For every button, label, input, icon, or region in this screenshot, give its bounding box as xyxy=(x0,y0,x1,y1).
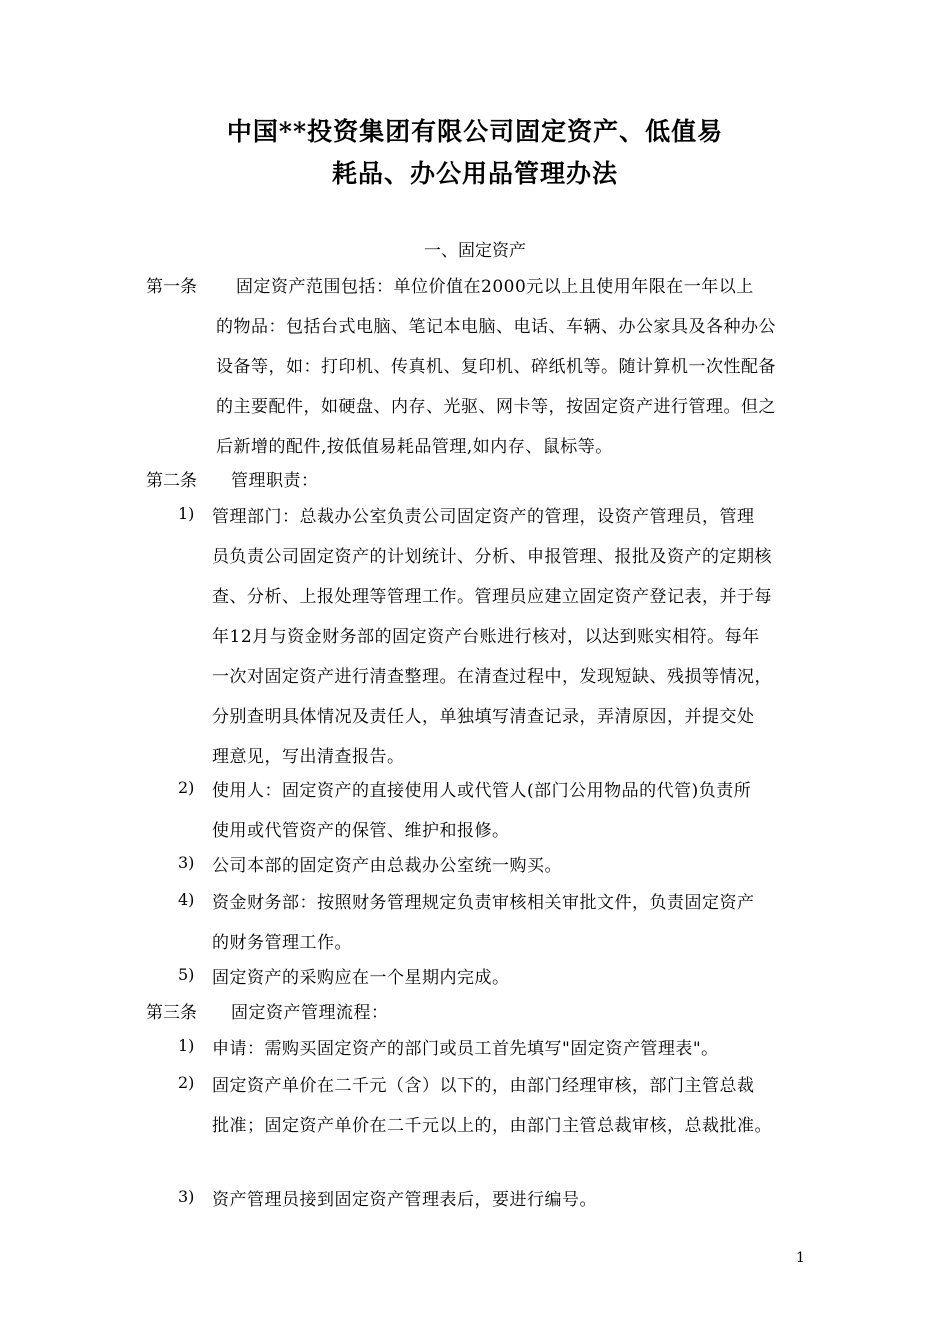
section-heading: 一、固定资产 xyxy=(424,241,526,261)
article-1-line: 的主要配件，如硬盘、内存、光驱、网卡等，按固定资产进行管理。但之 xyxy=(216,397,776,417)
article-3-item-1-line: 申请：需购买固定资产的部门或员工首先填写"固定资产管理表"。 xyxy=(212,1039,719,1059)
item-number: 1) xyxy=(178,504,195,523)
article-2-item-1-line: 分别查明具体情况及责任人，单独填写清查记录，弄清原因，并提交处 xyxy=(212,707,755,727)
article-2-item-2-line: 使用人：固定资产的直接使用人或代管人(部门公用物品的代管)负责所 xyxy=(212,781,752,801)
article-3-item-2-line: 批准；固定资产单价在二千元以上的，由部门主管总裁审核，总裁批准。 xyxy=(212,1116,772,1136)
article-2-item-1-line: 年12月与资金财务部的固定资产台账进行核对，以达到账实相符。每年 xyxy=(212,627,760,647)
article-2-item-1-line: 管理部门：总裁办公室负责公司固定资产的管理，设资产管理员，管理 xyxy=(212,507,755,527)
item-number: 3) xyxy=(178,853,195,872)
article-1-line: 的物品：包括台式电脑、笔记本电脑、电话、车辆、办公家具及各种办公 xyxy=(216,317,776,337)
item-number: 2) xyxy=(178,1073,195,1092)
article-2-item-1-line: 理意见，写出清查报告。 xyxy=(212,747,405,767)
article-2-heading: 管理职责： xyxy=(231,471,319,491)
article-2-item-1-line: 员负责公司固定资产的计划统计、分析、申报管理、报批及资产的定期核 xyxy=(212,547,772,567)
article-1-line: 后新增的配件,按低值易耗品管理,如内存、鼠标等。 xyxy=(216,437,613,457)
article-2-item-2-line: 使用或代管资产的保管、维护和报修。 xyxy=(212,821,510,841)
article-1-label: 第一条 xyxy=(146,277,197,297)
article-2-item-5-line: 固定资产的采购应在一个星期内完成。 xyxy=(212,968,510,988)
article-2-label: 第二条 xyxy=(146,471,197,491)
article-1-line: 固定资产范围包括：单位价值在2000元以上且使用年限在一年以上 xyxy=(236,277,754,297)
article-3-item-2-line: 固定资产单价在二千元（含）以下的，由部门经理审核，部门主管总裁 xyxy=(212,1076,755,1096)
page-number: 1 xyxy=(796,1250,805,1266)
item-number: 1) xyxy=(178,1036,195,1055)
article-2-item-4-line: 资金财务部：按照财务管理规定负责审核相关审批文件，负责固定资产 xyxy=(212,893,755,913)
article-1-line: 设备等，如：打印机、传真机、复印机、碎纸机等。随计算机一次性配备 xyxy=(216,357,776,377)
item-number: 3) xyxy=(178,1187,195,1206)
article-3-label: 第三条 xyxy=(146,1003,197,1023)
article-3-item-3-line: 资产管理员接到固定资产管理表后，要进行编号。 xyxy=(212,1190,597,1210)
item-number: 5) xyxy=(178,965,195,984)
article-2-item-1-line: 一次对固定资产进行清查整理。在清查过程中，发现短缺、残损等情况， xyxy=(212,667,772,687)
document-title-line-2: 耗品、办公用品管理办法 xyxy=(331,159,618,188)
item-number: 4) xyxy=(178,890,195,909)
article-3-heading: 固定资产管理流程： xyxy=(231,1003,389,1023)
article-2-item-4-line: 的财务管理工作。 xyxy=(212,933,352,953)
document-title-line-1: 中国**投资集团有限公司固定资产、低值易 xyxy=(226,117,724,146)
item-number: 2) xyxy=(178,778,195,797)
article-2-item-1-line: 查、分析、上报处理等管理工作。管理员应建立固定资产登记表，并于每 xyxy=(212,587,772,607)
article-2-item-3-line: 公司本部的固定资产由总裁办公室统一购买。 xyxy=(212,856,562,876)
